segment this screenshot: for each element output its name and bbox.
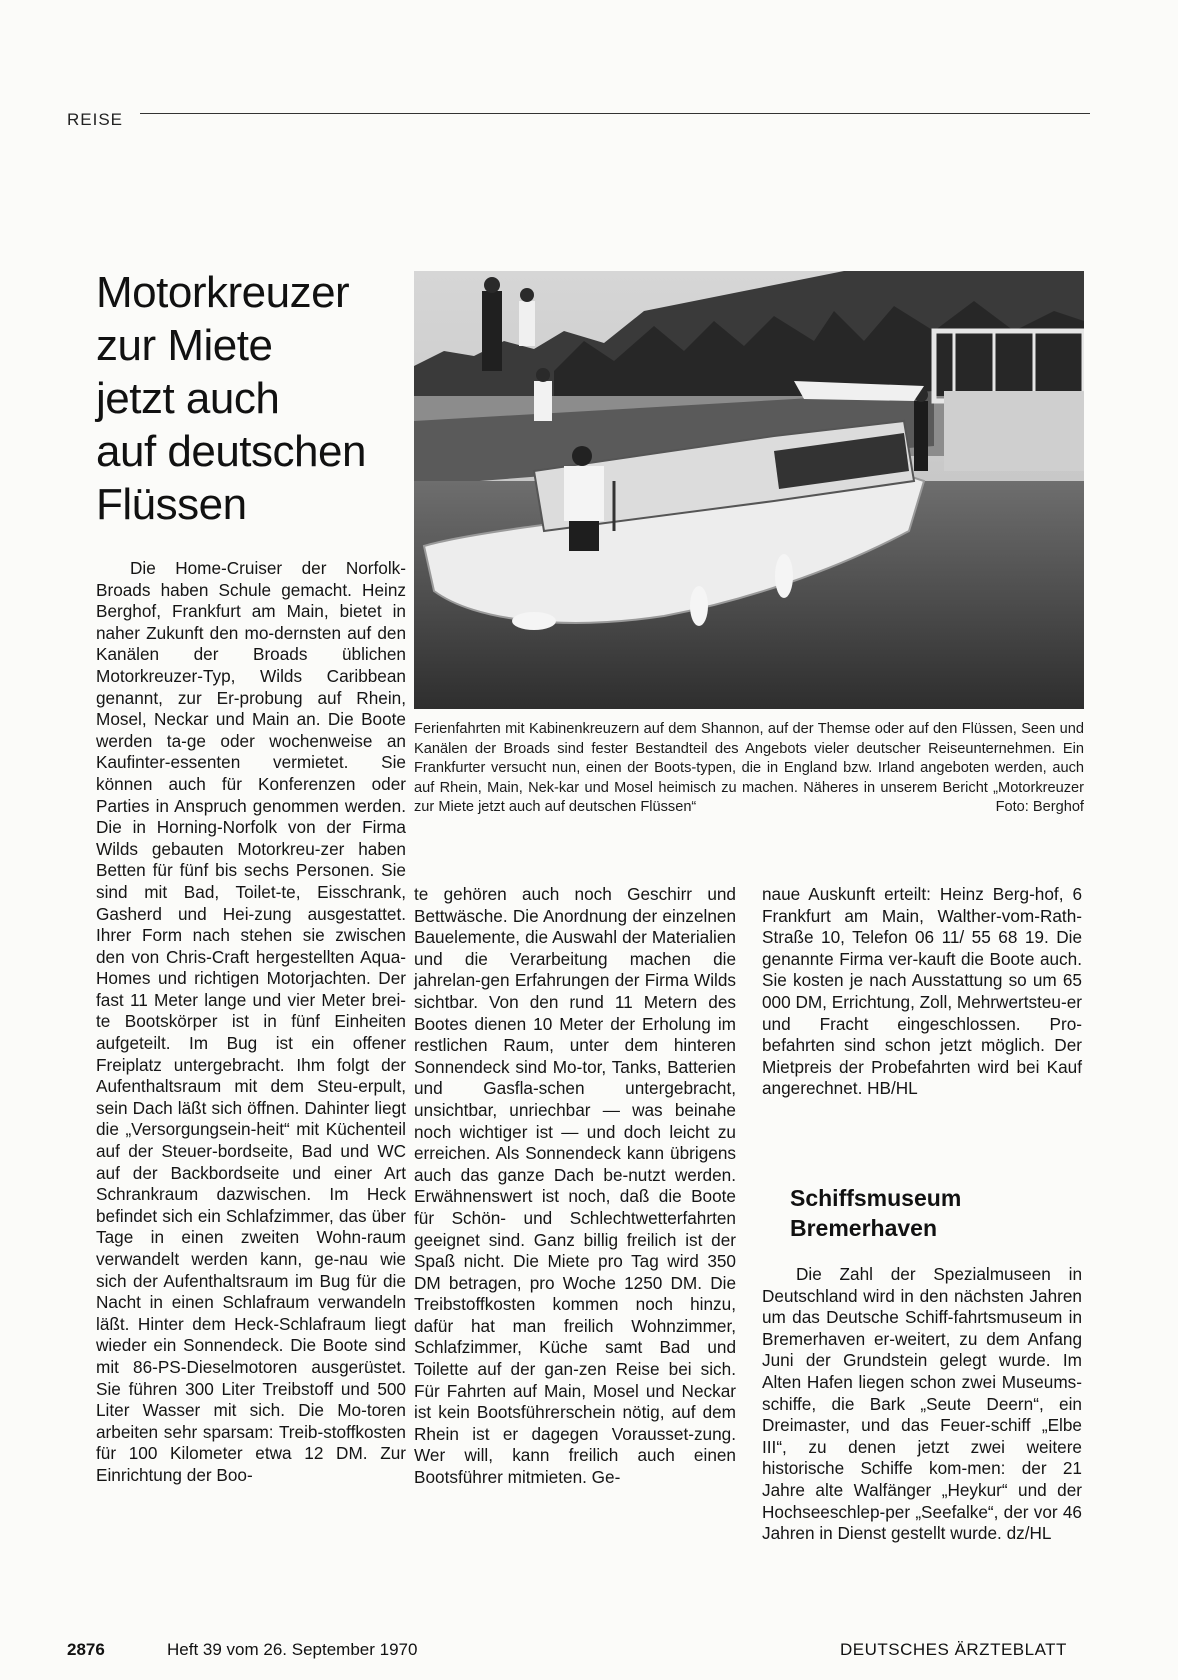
subhead-line: Bremerhaven — [790, 1215, 938, 1241]
museum-subheadline — [790, 1183, 1090, 1243]
page-number: 2876 — [67, 1640, 105, 1659]
photo-credit: Foto: Berghof — [995, 799, 1084, 816]
issue-line: Heft 39 vom 26. September 1970 — [167, 1640, 418, 1659]
article-column-1: Die Home-Cruiser der Norfolk-Broads haben Schule gemacht. Heinz Berghof, Frankfurt am Main, bietet in naher Zukunft den mo-dernsten auf den Kanälen der Broads üblichen Motorkreuzer-Typ, Wilds Caribbean genannt, zur Er-probung auf Rhein, Mosel, Neckar und Main an. Die Boote werden ta-ge oder wochenweise an Kaufinter-essenten vermietet. Sie können auch für Konferenzen oder Parties in Anspruch genommen werden. Die in Horning-Norfolk von der Firma Wilds gebauten Motorkreu-zer haben Betten für fünf bis sechs Personen. Sie sind mit Bad, Toilet-te, Eisschrank, Gasherd und Hei-zung ausgestattet. Ihrer Form nach stehen sie zwischen den von Chris-Craft hergestellten Aqua-Homes und richtigen Motorjachten. Der fast 11 Meter lange und vier Meter brei-te Bootskörper ist in fünf Einheiten aufgeteilt. Im Bug ist ein offener Freiplatz untergebracht. Ihm folgt der Aufenthaltsraum mit dem Steu-erpult, sein Dach läßt sich öffnen. Dahinter liegt die „Versorgungsein-heit“ mit Küchenteil auf der Steuer-bordseite, Bad und WC auf der Backbordseite und einer Art Schrankraum dazwischen. Im Heck befindet sich ein Schlafzimmer, das über Tage in einen zweiten Wohn-raum verwandelt werden kann, ge-nau wie sich der Aufenthaltsraum im Bug für die Nacht in einen Schlafraum verwandeln läßt. Hinter dem Heck-Schlafraum liegt wieder ein Sonnendeck. Die Boote sind mit 86-PS-Dieselmotoren ausgerüstet. Sie führen 300 Liter Treibstoff und 500 Liter Wasser mit sich. Die Mo-toren arbeiten sehr sparsam: Treib-stoffkosten für 100 Kilometer etwa 12 DM. Zur Einrichtung der Boo- — [96, 558, 406, 1485]
headline-line: jetzt auch — [96, 374, 280, 423]
headline-line: zur Miete — [96, 321, 273, 370]
header-rule — [140, 113, 1090, 114]
headline-line: auf deutschen — [96, 427, 366, 476]
headline-line: Motorkreuzer — [96, 268, 350, 317]
museum-article-text: Die Zahl der Spezialmuseen in Deutschland wird in den nächsten Jahren um das Deutsche Schiff-fahrtsmuseum in Bremerhaven er-weitert, zu dem Anfang Juni der Grundstein gelegt wurde. Im Alten Hafen liegen schon zwei Museums-schiffe, die Bark „Seute Deern“, ein Dreimaster, und das Feuer-schiff „Elbe III“, zu denen jetzt zwei weitere historische Schiffe kom-men: der 21 Jahre alte Walfänger „Heykur“ und der Hochseeschlep-per „Seefalke“, der vor 46 Jahren in Dienst gestellt wurde. dz/HL — [762, 1264, 1082, 1544]
headline-line: Flüssen — [96, 480, 247, 529]
article-headline — [96, 266, 426, 531]
photo-caption — [414, 720, 1084, 818]
article-column-3: naue Auskunft erteilt: Heinz Berg-hof, 6 Frankfurt am Main, Walther-vom-Rath-Straße 10, Telefon 06 11/ 55 68 19. Die genannte Firma ver-kauft die Boote auch. Sie kosten je nach Ausstattung so um 65 000 DM, Errichtung, Zoll, Mehrwertsteu-er und Fracht eingeschlossen. Pro-befahrten sind schon jetzt möglich. Der Mietpreis der Probefahrten wird bei Kauf angerechnet. HB/HL — [762, 884, 1082, 1099]
journal-name: DEUTSCHES ÄRZTEBLATT — [840, 1640, 1067, 1659]
section-label: REISE — [67, 110, 124, 129]
subhead-line: Schiffsmuseum — [790, 1185, 962, 1211]
article-column-2: te gehören auch noch Geschirr und Bettwäsche. Die Anordnung der einzelnen Bauelemente, die Auswahl der Materialien und die Verarbeitung machen die jahrelan-gen Erfahrungen der Firma Wilds sichtbar. Von den rund 11 Metern des Bootes dienen 10 Meter der Erholung im restlichen Raum, unter dem hinteren Sonnendeck sind Mo-tor, Tanks, Batterien und Gasfla-schen untergebracht, unsichtbar, unriechbar — was beinahe noch wichtiger ist — und doch leicht zu erreichen. Als Sonnendeck kann übrigens auch das ganze Dach be-nutzt werden. Erwähnenswert ist noch, daß die Boote für Schön- und Schlechtwetterfahrten geeignet sind. Ganz billig freilich ist der Spaß nicht. Die Miete pro Tag wird 350 DM betragen, pro Woche 1250 DM. Die Treibstoffkosten kommen noch hinzu, dafür hat man freilich Wohnzimmer, Schlafzimmer, Küche samt Bad und Toilette auf der gan-zen Reise bei sich. Für Fahrten auf Main, Mosel und Neckar ist kein Bootsführerschein nötig, auf dem Rhein ist er dagegen Vorausset-zung. Wer will, kann freilich auch einen Bootsführer mitmieten. Ge- — [414, 884, 736, 1488]
boat-photo — [414, 271, 1084, 709]
caption-text: Ferienfahrten mit Kabinenkreuzern auf dem Shannon, auf der Themse oder auf den Flüssen, Seen und Kanälen der Broads sind fester Bestandteil des Angebots vieler deutscher Reiseunternehmen. Ein Frankfurter versucht nun, einen der Boots-typen, die in England bzw. Irland angeboten werden, auch auf Rhein, Main, Nek-kar und Mosel heimisch zu machen. Näheres in unserem Bericht „Motorkreuzer zur Miete jetzt auch auf deutschen Flüssen“ — [414, 721, 1084, 816]
